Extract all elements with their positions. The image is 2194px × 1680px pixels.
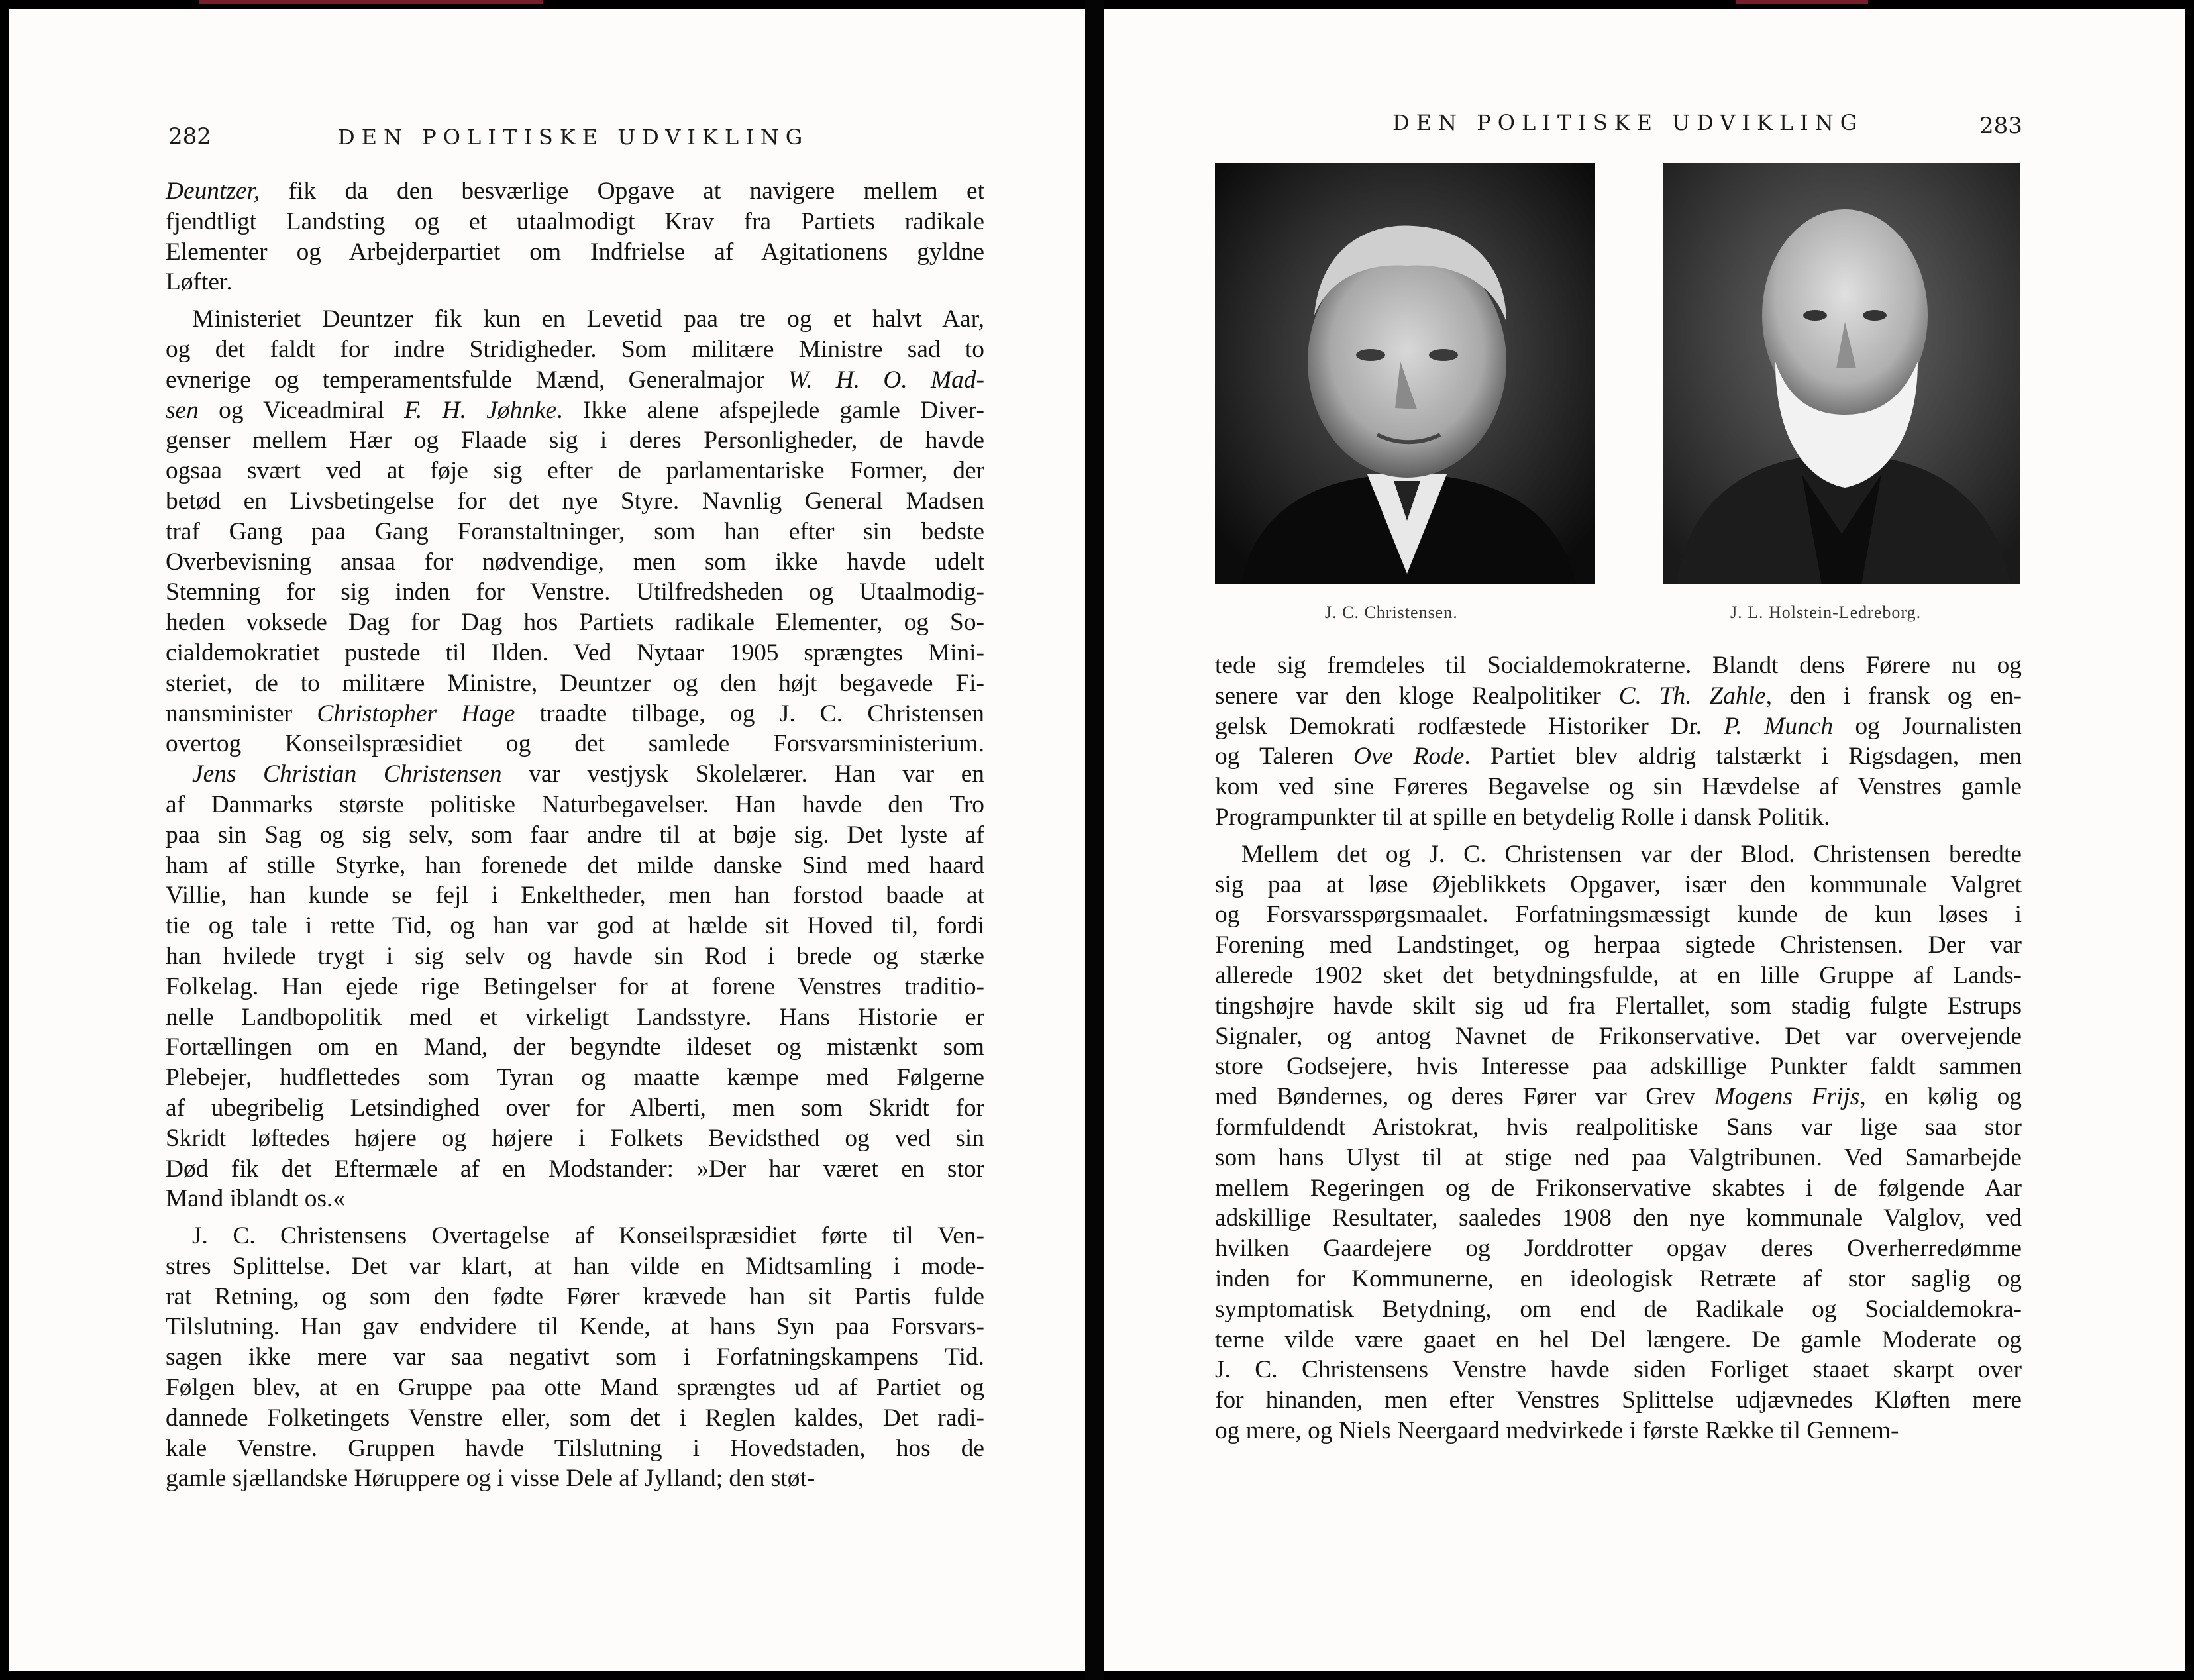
text-line: steriet, de to militære Ministre, Deuntzer og den højt begavede Fi- [166, 669, 984, 697]
text-line: kom ved sine Føreres Begavelse og sin Hævdelse af Venstres gamle [1215, 773, 2022, 801]
text-line: Ministeriet Deuntzer fik kun en Levetid paa tre og et halvt Aar, [192, 305, 984, 333]
text-line: Jens Christian Christensen var vestjysk Skolelærer. Han var en [192, 761, 984, 788]
text-line: Deuntzer, fik da den besværlige Opgave at navigere mellem et [166, 178, 984, 205]
portrait-photo-holstein-ledreborg [1663, 163, 2020, 584]
text-line: sagen ikke mere var saa negativt som i Forfatningskampens Tid. [166, 1343, 984, 1371]
page-number: 282 [168, 123, 211, 150]
book-gutter [1085, 0, 1104, 1680]
text-line: adskillige Resultater, saaledes 1908 den nye kommunale Valglov, ved [1215, 1204, 2022, 1232]
text-line: ogsaa svært ved at føje sig efter de parlamentariske Former, der [166, 457, 984, 485]
text-line: rat Retning, og som den fødte Fører krævede han sit Partis fulde [166, 1283, 984, 1310]
text-line: Folkelag. Han ejede rige Betingelser for at forene Venstres traditio- [166, 972, 984, 1000]
text-line: terne vilde være gaaet en hel Del længere. De gamle Moderate og [1215, 1326, 2022, 1353]
text-line: som hans Ulyst til at stige ned paa Valgtribunen. Ved Samarbejde [1215, 1143, 2022, 1171]
paragraph [166, 304, 984, 1214]
text-line: allerede 1902 sket det betydningsfulde, at en lille Gruppe af Lands- [1215, 961, 2022, 989]
text-line: kale Venstre. Gruppen havde Tilslutning i Hovedstaden, hos de [166, 1434, 984, 1462]
text-line: sig paa at løse Øjeblikkets Opgaver, især den kommunale Valgret [1215, 870, 2022, 898]
text-line: og mere, og Niels Neergaard medvirkede i første Række til Gennem- [1215, 1416, 1899, 1444]
text-line: Tilslutning. Han gav endvidere til Kende, at hans Syn paa Forsvars- [166, 1313, 984, 1341]
text-line: Signaler, og antog Navnet de Frikonservative. Det var overvejende [1215, 1022, 2022, 1050]
text-line: Overbevisning ansaa for nødvendige, men som ikke havde udelt [166, 548, 984, 576]
text-line: store Godsejere, hvis Interesse paa adskillige Punkter faldt sammen [1215, 1053, 2022, 1080]
text-line: tede sig fremdeles til Socialdemokraterne. Blandt dens Førere nu og [1215, 652, 2022, 679]
text-line: overtog Konseilspræsidiet og det samlede Forsvarsministerium. [166, 730, 984, 758]
text-line: formfuldendt Aristokrat, hvis realpolitiske Sans var lige saa stor [1215, 1113, 2022, 1141]
text-line: ham af stille Styrke, han forenede det milde danske Sind med haard [166, 851, 984, 879]
text-line: han hvilede trygt i sig selv og havde sin Rod i brede og stærke [166, 942, 984, 970]
text-line: heden voksede Dag for Dag hos Partiets radikale Elementer, og So- [166, 609, 984, 637]
text-line: tie og tale i rette Tid, og han var god at hælde sit Hoved til, fordi [166, 912, 984, 940]
left-body-text [166, 176, 984, 1494]
text-line: J. C. Christensens Venstre havde siden Forliget staaet skarpt over [1215, 1356, 2022, 1384]
page-number: 283 [1979, 113, 2022, 139]
text-line: tingshøjre havde skilt sig ud fra Flertallet, som stadig fulgte Estrups [1215, 992, 2022, 1020]
text-line: nelle Landbopolitik med et virkeligt Landsstyre. Hans Historie er [166, 1003, 984, 1031]
text-line: af Danmarks største politiske Naturbegavelser. Han havde den Tro [166, 790, 984, 818]
text-line: paa sin Sag og sig selv, som faar andre til at bøje sig. Det lyste af [166, 821, 984, 849]
text-line: mellem Regeringen og de Frikonservative skabtes i de følgende Aar [1215, 1174, 2022, 1202]
text-line: nansminister Christopher Hage traadte tilbage, og J. C. Christensen [166, 700, 984, 727]
text-line: genser mellem Hær og Flaade sig i deres Personligheder, de havde [166, 427, 984, 454]
text-line: Fortællingen om en Mand, der begyndte ildeset og mistænkt som [166, 1033, 984, 1061]
paragraph [166, 1221, 984, 1494]
binding-edge-right [1736, 0, 1868, 4]
text-line: og Forsvarsspørgsmaalet. Forfatningsmæssigt kunde de kun løses i [1215, 901, 2022, 929]
text-line: Skridt løftedes højere og højere i Folkets Bevidsthed og ved sin [166, 1124, 984, 1152]
text-line: inden for Kommunerne, en ideologisk Retræte af stor saglig og [1215, 1265, 2022, 1292]
text-line: Stemning for sig inden for Venstre. Utilfredsheden og Utaalmodig- [166, 578, 984, 606]
text-line: for hinanden, men efter Venstres Splittelse udjævnedes Kløften mere [1215, 1387, 2022, 1414]
text-line: af ubegribelig Letsindighed over for Alberti, men som Skridt for [166, 1094, 984, 1122]
text-line: Død fik det Eftermæle af en Modstander: »Der har været en stor [166, 1155, 984, 1182]
caption-holstein-ledreborg: J. L. Holstein-Ledreborg. [1730, 603, 1922, 622]
text-line: sen og Viceadmiral F. H. Jøhnke. Ikke alene afspejlede gamle Diver- [166, 396, 984, 424]
text-line: Løfter. [166, 268, 233, 296]
paragraph [1215, 651, 2022, 833]
text-line: og det faldt for indre Stridigheder. Som militære Ministre sad to [166, 335, 984, 363]
text-line: dannede Folketingets Venstre eller, som det i Reglen kaldes, Det radi- [166, 1404, 984, 1432]
text-line: J. C. Christensens Overtagelse af Konseilspræsidiet førte til Ven- [192, 1222, 984, 1250]
text-line: Følgen blev, at en Gruppe paa otte Mand sprængtes ud af Partiet og [166, 1374, 984, 1402]
portrait-photo-christensen [1215, 163, 1595, 584]
running-head: DEN POLITISKE UDVIKLING [1392, 110, 1864, 135]
text-line: traf Gang paa Gang Foranstaltninger, som han efter sin bedste [166, 517, 984, 545]
text-line: med Bøndernes, og deres Fører var Grev Mogens Frijs, en kølig og [1215, 1083, 2022, 1111]
text-line: cialdemokratiet pustede til Ilden. Ved Nytaar 1905 sprængtes Mini- [166, 639, 984, 666]
text-line: gelsk Demokrati rodfæstede Historiker Dr. P. Munch og Journalisten [1215, 712, 2022, 740]
text-line: Forening med Landstinget, og herpaa sigtede Christensen. Der var [1215, 931, 2022, 959]
text-line: Plebejer, hudflettedes som Tyran og maatte kæmpe med Følgerne [166, 1064, 984, 1092]
text-line: gamle sjællandske Høruppere og i visse Dele af Jylland; den støt- [166, 1465, 815, 1493]
text-line: symptomatisk Betydning, om end de Radikale og Socialdemokra- [1215, 1295, 2022, 1323]
text-line: hvilken Gaardejere og Jorddrotter opgav deres Overherredømme [1215, 1235, 2022, 1263]
text-line: Villie, han kunde se fejl i Enkeltheder, men han forstod baade at [166, 882, 984, 910]
text-line: stres Splittelse. Det var klart, at han vilde en Midtsamling i mode- [166, 1252, 984, 1280]
text-line: evnerige og temperamentsfulde Mænd, Generalmajor W. H. O. Mad- [166, 366, 984, 394]
text-line: senere var den kloge Realpolitiker C. Th. Zahle, den i fransk og en- [1215, 682, 2022, 709]
paragraph [1215, 839, 2022, 1446]
binding-edge-left [199, 0, 543, 4]
text-line: fjendtligt Landsting og et utaalmodigt Krav fra Partiets radikale [166, 207, 984, 235]
caption-christensen: J. C. Christensen. [1325, 603, 1458, 622]
text-line: Mand iblandt os.« [166, 1185, 346, 1213]
text-line: betød en Livsbetingelse for det nye Styre. Navnlig General Madsen [166, 487, 984, 515]
running-head: DEN POLITISKE UDVIKLING [338, 125, 810, 150]
text-line: Programpunkter til at spille en betydelig Rolle i dansk Politik. [1215, 803, 1830, 831]
text-line: og Taleren Ove Rode. Partiet blev aldrig talstærkt i Rigsdagen, men [1215, 743, 2022, 770]
paragraph [166, 176, 984, 297]
left-page [9, 9, 1085, 1671]
right-body-text [1215, 651, 2022, 1446]
text-line: Mellem det og J. C. Christensen var der Blod. Christensen beredte [1241, 840, 2022, 868]
text-line: Elementer og Arbejderpartiet om Indfrielse af Agitationens gyldne [166, 238, 984, 266]
right-page [1104, 9, 2185, 1671]
